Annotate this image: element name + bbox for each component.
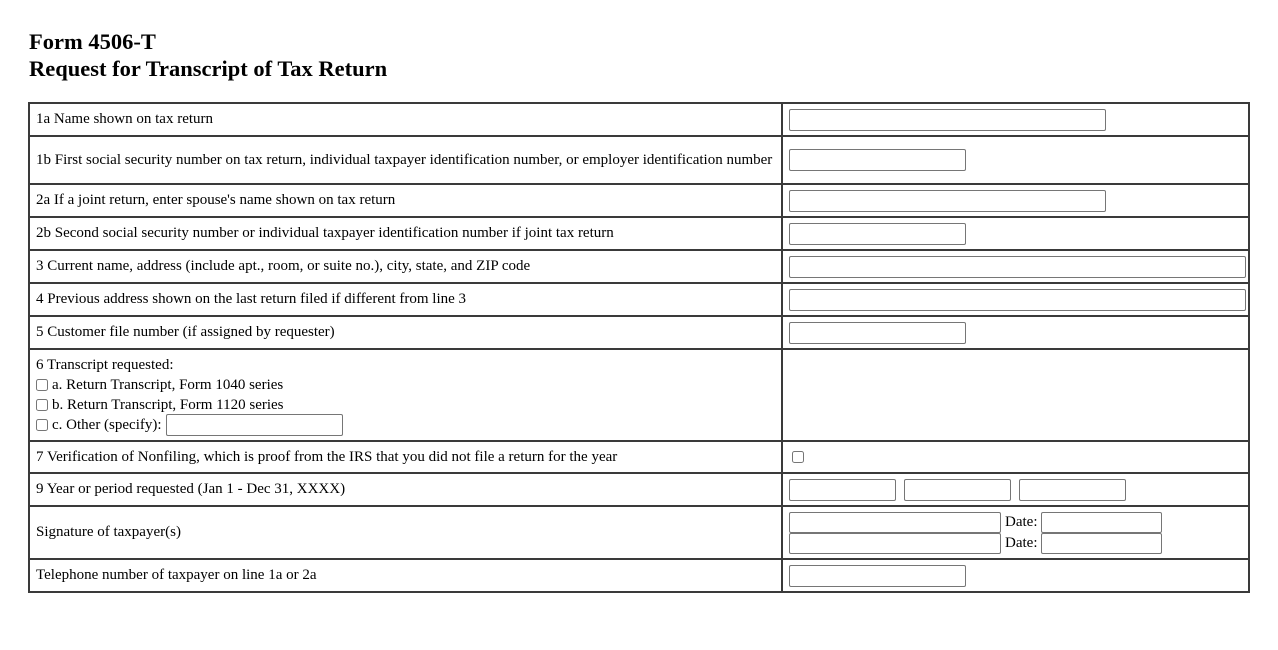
field-cell-5 xyxy=(782,316,1249,349)
checkbox-form-1120[interactable] xyxy=(36,399,48,411)
option-6b-label: b. Return Transcript, Form 1120 series xyxy=(52,396,284,413)
signature-input-2[interactable] xyxy=(789,533,1001,554)
field-cell-4 xyxy=(782,283,1249,316)
request-form-table xyxy=(28,102,1250,593)
option-6b xyxy=(36,395,775,415)
label-1a: 1a Name shown on tax return xyxy=(29,103,782,136)
customer-file-number-input[interactable] xyxy=(789,322,966,344)
label-3: 3 Current name, address (include apt., room, or suite no.), city, state, and ZIP code xyxy=(29,250,782,283)
field-cell-2b xyxy=(782,217,1249,250)
field-cell-signature xyxy=(782,506,1249,559)
checkbox-form-1040[interactable] xyxy=(36,379,48,391)
option-6a-label: a. Return Transcript, Form 1040 series xyxy=(52,376,284,393)
spouse-name-input[interactable] xyxy=(789,190,1106,212)
form-header xyxy=(29,28,387,82)
field-cell-7 xyxy=(782,441,1249,473)
label-1b: 1b First social security number on tax return, individual taxpayer identification number, or employer identification number xyxy=(29,136,782,184)
checkbox-other[interactable] xyxy=(36,419,48,431)
row-signature xyxy=(29,506,1249,559)
current-address-input[interactable] xyxy=(789,256,1246,278)
field-cell-6 xyxy=(782,349,1249,441)
row-1a xyxy=(29,103,1249,136)
field-cell-3 xyxy=(782,250,1249,283)
form-title: Request for Transcript of Tax Return xyxy=(29,56,388,81)
label-7: 7 Verification of Nonfiling, which is proof from the IRS that you did not file a return for the year xyxy=(29,441,782,473)
field-cell-1b xyxy=(782,136,1249,184)
field-cell-2a xyxy=(782,184,1249,217)
date-input-1[interactable] xyxy=(1041,512,1162,533)
row-1b xyxy=(29,136,1249,184)
form-number: Form 4506-T xyxy=(29,29,156,54)
spouse-ssn-input[interactable] xyxy=(789,223,966,245)
field-cell-1a xyxy=(782,103,1249,136)
row-9 xyxy=(29,473,1249,506)
row-2b xyxy=(29,217,1249,250)
row-4 xyxy=(29,283,1249,316)
other-specify-input[interactable] xyxy=(166,414,343,436)
date-label-2: Date: xyxy=(1005,534,1038,551)
label-6: 6 Transcript requested: xyxy=(36,357,174,373)
label-5: 5 Customer file number (if assigned by requester) xyxy=(29,316,782,349)
row-telephone xyxy=(29,559,1249,592)
option-6c-label: c. Other (specify): xyxy=(52,416,162,433)
date-input-2[interactable] xyxy=(1041,533,1162,554)
cell-6 xyxy=(29,349,782,441)
year-input-1[interactable] xyxy=(789,479,896,501)
previous-address-input[interactable] xyxy=(789,289,1246,311)
telephone-input[interactable] xyxy=(789,565,966,587)
field-cell-telephone xyxy=(782,559,1249,592)
option-6c xyxy=(36,415,775,435)
label-9: 9 Year or period requested (Jan 1 - Dec 31, XXXX) xyxy=(29,473,782,506)
signature-input-1[interactable] xyxy=(789,512,1001,533)
checkbox-nonfiling[interactable] xyxy=(792,451,804,463)
year-input-2[interactable] xyxy=(904,479,1011,501)
label-signature: Signature of taxpayer(s) xyxy=(29,506,782,559)
label-telephone: Telephone number of taxpayer on line 1a or 2a xyxy=(29,559,782,592)
label-2a: 2a If a joint return, enter spouse's name shown on tax return xyxy=(29,184,782,217)
label-4: 4 Previous address shown on the last return filed if different from line 3 xyxy=(29,283,782,316)
option-6a xyxy=(36,375,775,395)
row-5 xyxy=(29,316,1249,349)
signature-row-2 xyxy=(789,533,1242,554)
date-label-1: Date: xyxy=(1005,513,1038,530)
row-2a xyxy=(29,184,1249,217)
row-7 xyxy=(29,441,1249,473)
name-input[interactable] xyxy=(789,109,1106,131)
field-cell-9 xyxy=(782,473,1249,506)
year-input-3[interactable] xyxy=(1019,479,1126,501)
row-6 xyxy=(29,349,1249,441)
ssn-input[interactable] xyxy=(789,149,966,171)
signature-row-1 xyxy=(789,512,1242,533)
label-2b: 2b Second social security number or individual taxpayer identification number if joint tax return xyxy=(29,217,782,250)
row-3 xyxy=(29,250,1249,283)
